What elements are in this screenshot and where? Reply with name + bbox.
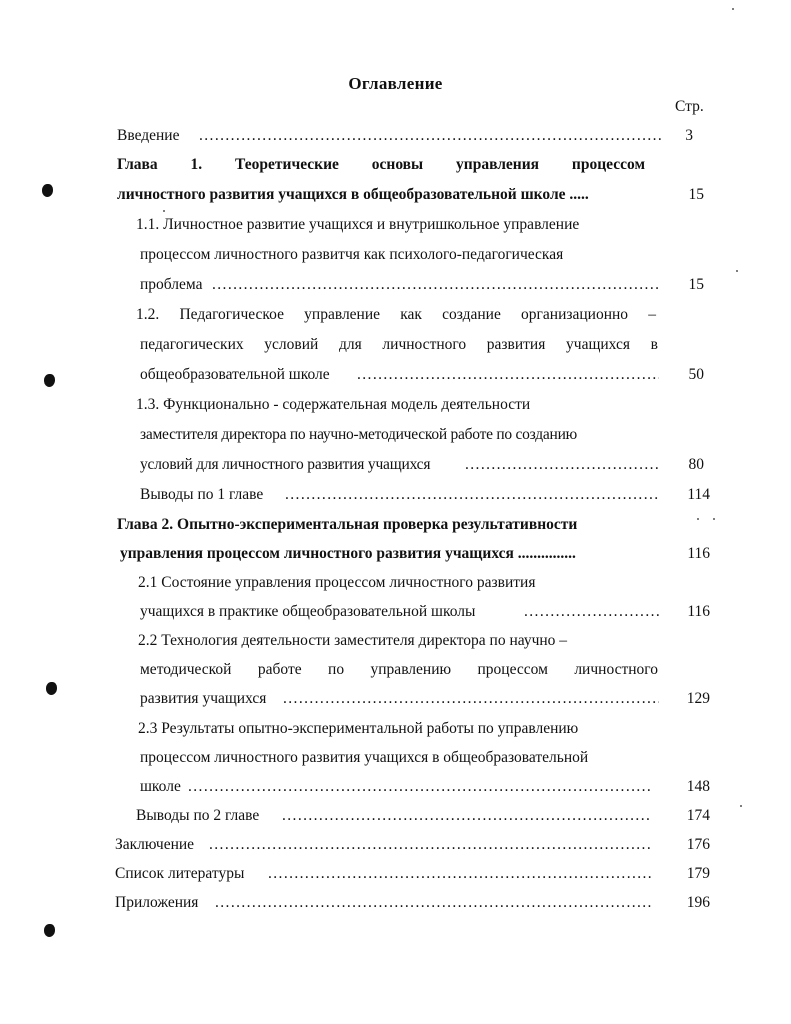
scan-speck (713, 518, 715, 520)
page-number: 15 (688, 186, 704, 203)
entry-line: 2.2 Технология деятельности заместителя директора по научно – (138, 632, 568, 649)
page-number: 174 (686, 807, 710, 824)
leader-dots (209, 834, 652, 856)
leader-dots (283, 688, 659, 710)
page-number: 176 (686, 836, 710, 853)
scan-speck (740, 805, 742, 807)
scan-speck (163, 210, 165, 212)
page-number: 50 (688, 366, 704, 383)
entry-line: личностного развития учащихся в общеобразовательной школе ..... (117, 186, 589, 203)
entry-line: школе (140, 778, 181, 795)
scan-speck (697, 518, 699, 520)
entry-line: общеобразовательной школе (140, 366, 330, 383)
scan-speck (736, 270, 738, 272)
leader-dots (357, 364, 659, 386)
punch-hole-mark (46, 682, 57, 695)
leader-dots (465, 454, 659, 476)
entry-line: процессом личностного развитчя как психолого-педагогическая (140, 246, 564, 263)
page-number: 116 (687, 603, 710, 620)
page-number: 3 (685, 127, 693, 144)
entry-line: 2.1 Состояние управления процессом личностного развития (138, 574, 536, 591)
punch-hole-mark (42, 184, 53, 197)
page-number: 114 (687, 486, 710, 503)
entry-line: педагогических условий для личностного развития учащихся в (140, 336, 658, 353)
entry-line: Глава 2. Опытно-экспериментальная проверка результативности (117, 516, 578, 533)
entry-label: Выводы по 1 главе (140, 486, 264, 503)
entry-line: условий для личностного развития учащихся (140, 456, 431, 473)
entry-label: Список литературы (115, 865, 245, 882)
entry-line: 2.3 Результаты опытно-экспериментальной работы по управлению (138, 720, 579, 737)
entry-line: Глава 1. Теоретические основы управления процессом (117, 156, 645, 173)
punch-hole-mark (44, 374, 55, 387)
entry-line: заместителя директора по научно-методической работе по созданию (140, 426, 577, 443)
entry-label: Выводы по 2 главе (136, 807, 260, 824)
leader-dots (212, 274, 660, 296)
entry-label: Приложения (115, 894, 199, 911)
punch-hole-mark (44, 924, 55, 937)
page-column-header: Стр. (675, 98, 704, 115)
page-number: 80 (688, 456, 704, 473)
toc-title: Оглавление (348, 74, 443, 93)
page-number: 148 (686, 778, 710, 795)
page-number: 15 (688, 276, 704, 293)
entry-line: развития учащихся (140, 690, 267, 707)
page-number: 196 (686, 894, 710, 911)
leader-dots (524, 601, 659, 623)
leader-dots (215, 892, 652, 914)
entry-line: проблема (140, 276, 203, 293)
scan-speck (732, 8, 734, 10)
page-number: 116 (687, 545, 710, 562)
entry-line: 1.3. Функционально - содержательная модель деятельности (136, 396, 531, 413)
leader-dots (282, 805, 652, 827)
page-number: 129 (686, 690, 710, 707)
entry-line: управления процессом личностного развития учащихся ............... (120, 545, 576, 562)
entry-line: методической работе по управлению процессом личностного (140, 661, 658, 678)
entry-line: учащихся в практике общеобразовательной школы (140, 603, 476, 620)
entry-line: 1.1. Личностное развитие учащихся и внутришкольное управление (136, 216, 580, 233)
entry-line: 1.2. Педагогическое управление как создание организационно – (136, 306, 656, 323)
entry-line: процессом личностного развития учащихся в общеобразовательной (140, 749, 589, 766)
entry-label: Введение (117, 127, 180, 144)
leader-dots (199, 125, 661, 147)
leader-dots (188, 776, 653, 798)
leader-dots (285, 484, 659, 506)
page-number: 179 (686, 865, 710, 882)
leader-dots (268, 863, 652, 885)
entry-label: Заключение (115, 836, 195, 853)
